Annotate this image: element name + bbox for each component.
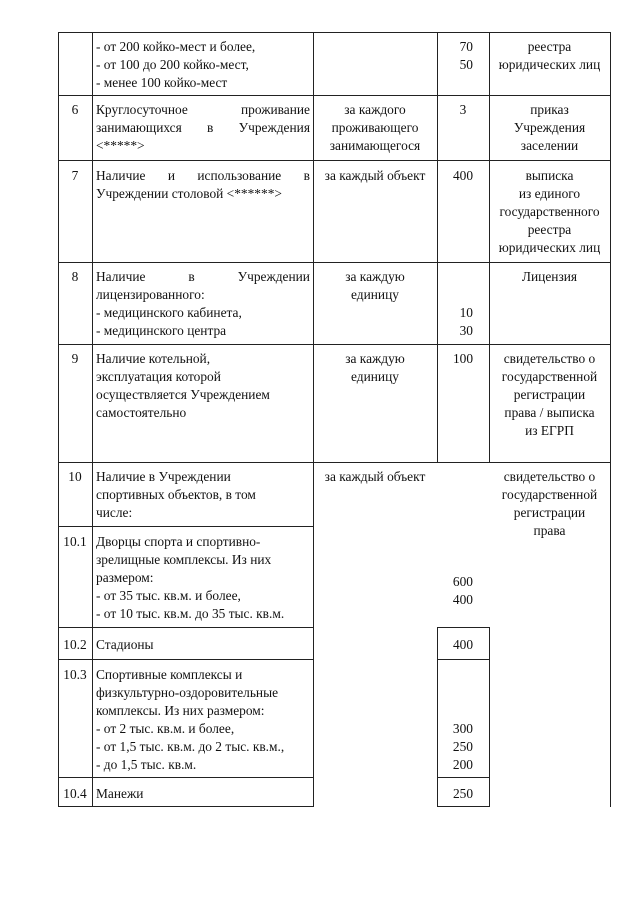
document-line: свидетельство о — [503, 469, 596, 484]
criterion-word: Круглосуточное — [96, 102, 188, 117]
criterion-line: физкультурно-оздоровительные — [96, 685, 279, 700]
document-cell — [489, 167, 610, 257]
score-value: 250 — [452, 739, 473, 754]
criterion-text: Манежи — [96, 786, 144, 801]
score-value: 400 — [452, 637, 474, 652]
row-divider — [58, 777, 313, 778]
unit-line: занимающегося — [329, 138, 421, 153]
criterion-line: - медицинского центра — [96, 323, 227, 338]
score-value: 100 — [452, 351, 474, 366]
row-divider — [58, 627, 313, 628]
criterion-line — [96, 167, 310, 185]
document-line: реестра — [527, 39, 572, 54]
score-value: 50 — [459, 57, 473, 72]
score-value: 10 — [459, 305, 473, 320]
unit-line: проживающего — [331, 120, 419, 135]
criterion-word: и — [167, 168, 175, 183]
criterion-text — [96, 666, 284, 774]
row-number: 7 — [71, 168, 79, 183]
criterion-line: размером: — [96, 570, 154, 585]
unit-line: единицу — [351, 287, 399, 302]
criterion-line: <*****> — [96, 138, 145, 153]
criterion-text — [96, 167, 310, 203]
score-values — [440, 38, 473, 74]
row-number: 10.2 — [63, 637, 87, 652]
criterion-line: Учреждении столовой <******> — [96, 186, 282, 201]
unit-cell — [313, 268, 437, 304]
criterion-word: использование — [197, 168, 282, 183]
document-line: выписка — [525, 168, 574, 183]
document-line: регистрации — [513, 387, 586, 402]
row-number: 10 — [68, 469, 82, 484]
column-divider — [489, 627, 490, 807]
score-values — [440, 304, 473, 340]
criterion-word: Наличие — [96, 168, 146, 183]
criterion-text — [96, 101, 310, 155]
document-line: из ЕГРП — [525, 423, 574, 438]
column-divider — [437, 32, 438, 462]
criterion-word: в — [207, 120, 214, 135]
score-values — [440, 573, 473, 609]
criterion-word: в — [303, 168, 310, 183]
row-number: 10.4 — [63, 786, 87, 801]
unit-line: за каждую — [345, 269, 405, 284]
criterion-line — [96, 268, 310, 286]
criterion-line: - от 10 тыс. кв.м. до 35 тыс. кв.м. — [96, 606, 285, 621]
unit-cell: за каждый объект — [324, 469, 426, 484]
unit-line: за каждую — [345, 351, 405, 366]
score-value: 300 — [452, 721, 473, 736]
document-cell — [489, 350, 610, 440]
row-divider — [58, 526, 313, 527]
score-value: 70 — [459, 39, 473, 54]
document-line: из единого — [518, 186, 581, 201]
criterion-line: - медицинского кабинета, — [96, 305, 242, 320]
criterion-line: - от 100 до 200 койко-мест, — [96, 57, 249, 72]
criterion-text — [96, 38, 255, 92]
unit-cell: за каждый объект — [324, 168, 426, 183]
score-value: 400 — [452, 168, 474, 183]
criterion-line: - до 1,5 тыс. кв.м. — [96, 757, 197, 772]
score-values — [440, 720, 473, 774]
row-divider — [58, 262, 611, 263]
criterion-line: комплексы. Из них размером: — [96, 703, 265, 718]
criterion-line: - от 2 тыс. кв.м. и более, — [96, 721, 235, 736]
criterion-word: Наличие — [96, 269, 146, 284]
criterion-line: эксплуатация которой — [96, 369, 221, 384]
row-divider — [58, 462, 611, 463]
document-cell — [489, 101, 610, 155]
document-line: приказ — [530, 102, 569, 117]
criterion-word: Учреждения — [238, 120, 310, 135]
column-divider — [58, 32, 59, 807]
column-divider — [92, 32, 93, 807]
row-number: 9 — [71, 351, 79, 366]
criterion-word: занимающихся — [96, 120, 182, 135]
score-value: 400 — [452, 592, 473, 607]
criterion-line: Наличие в Учреждении — [96, 469, 231, 484]
criterion-line: числе: — [96, 505, 133, 520]
score-value: 3 — [459, 102, 467, 117]
row-divider — [437, 806, 489, 807]
criterion-line: самостоятельно — [96, 405, 187, 420]
criterion-line: Спортивные комплексы и — [96, 667, 243, 682]
criterion-word: Учреждении — [237, 269, 310, 284]
unit-line: единицу — [351, 369, 399, 384]
criterion-word: в — [188, 269, 195, 284]
row-divider — [437, 659, 489, 660]
document-line: государственного — [499, 204, 600, 219]
unit-line: за каждого — [344, 102, 406, 117]
document-line: Учреждения — [513, 120, 586, 135]
criterion-line: спортивных объектов, в том — [96, 487, 256, 502]
row-divider — [58, 160, 611, 161]
row-divider — [437, 777, 489, 778]
document-cell — [489, 38, 610, 74]
criterion-text — [96, 468, 256, 522]
score-value: 250 — [452, 786, 474, 801]
score-value: 200 — [452, 757, 473, 772]
row-number: 10.1 — [63, 534, 87, 549]
document-cell: Лицензия — [521, 269, 578, 284]
document-line: права / выписка — [504, 405, 595, 420]
document-line: свидетельство о — [503, 351, 596, 366]
column-divider — [437, 627, 438, 807]
criterion-line: зрелищные комплексы. Из них — [96, 552, 272, 567]
column-divider — [610, 32, 611, 807]
document-line: регистрации — [513, 505, 586, 520]
document-line: государственной — [501, 487, 598, 502]
criterion-line: - от 1,5 тыс. кв.м. до 2 тыс. кв.м., — [96, 739, 285, 754]
row-divider — [58, 95, 611, 96]
criterion-line — [96, 101, 310, 119]
criterion-line: Дворцы спорта и спортивно- — [96, 534, 261, 549]
criterion-text — [96, 533, 284, 623]
row-divider — [58, 806, 313, 807]
document-line: заселении — [520, 138, 579, 153]
criterion-word: проживание — [240, 102, 310, 117]
criterion-line: лицензированного: — [96, 287, 205, 302]
criterion-line — [96, 119, 310, 137]
score-value: 30 — [459, 323, 473, 338]
criterion-line: осуществляется Учреждением — [96, 387, 270, 402]
document-cell — [489, 468, 610, 540]
unit-cell — [313, 101, 437, 155]
row-divider — [58, 659, 313, 660]
criterion-line: - от 35 тыс. кв.м. и более, — [96, 588, 241, 603]
document-line: права — [533, 523, 566, 538]
row-number: 6 — [71, 102, 79, 117]
document-line: юридических лиц — [498, 57, 601, 72]
row-divider — [58, 344, 611, 345]
row-divider — [58, 32, 611, 33]
criterion-line: - менее 100 койко-мест — [96, 75, 228, 90]
row-divider — [437, 627, 489, 628]
criterion-text — [96, 350, 270, 422]
row-number: 8 — [71, 269, 79, 284]
document-line: государственной — [501, 369, 598, 384]
criterion-line: Наличие котельной, — [96, 351, 211, 366]
row-number: 10.3 — [63, 667, 87, 682]
criterion-line: - от 200 койко-мест и более, — [96, 39, 256, 54]
document-line: реестра — [527, 222, 572, 237]
document-line: юридических лиц — [498, 240, 601, 255]
score-value: 600 — [452, 574, 473, 589]
criterion-text — [96, 268, 310, 340]
criterion-text: Стадионы — [96, 637, 154, 652]
unit-cell — [313, 350, 437, 386]
